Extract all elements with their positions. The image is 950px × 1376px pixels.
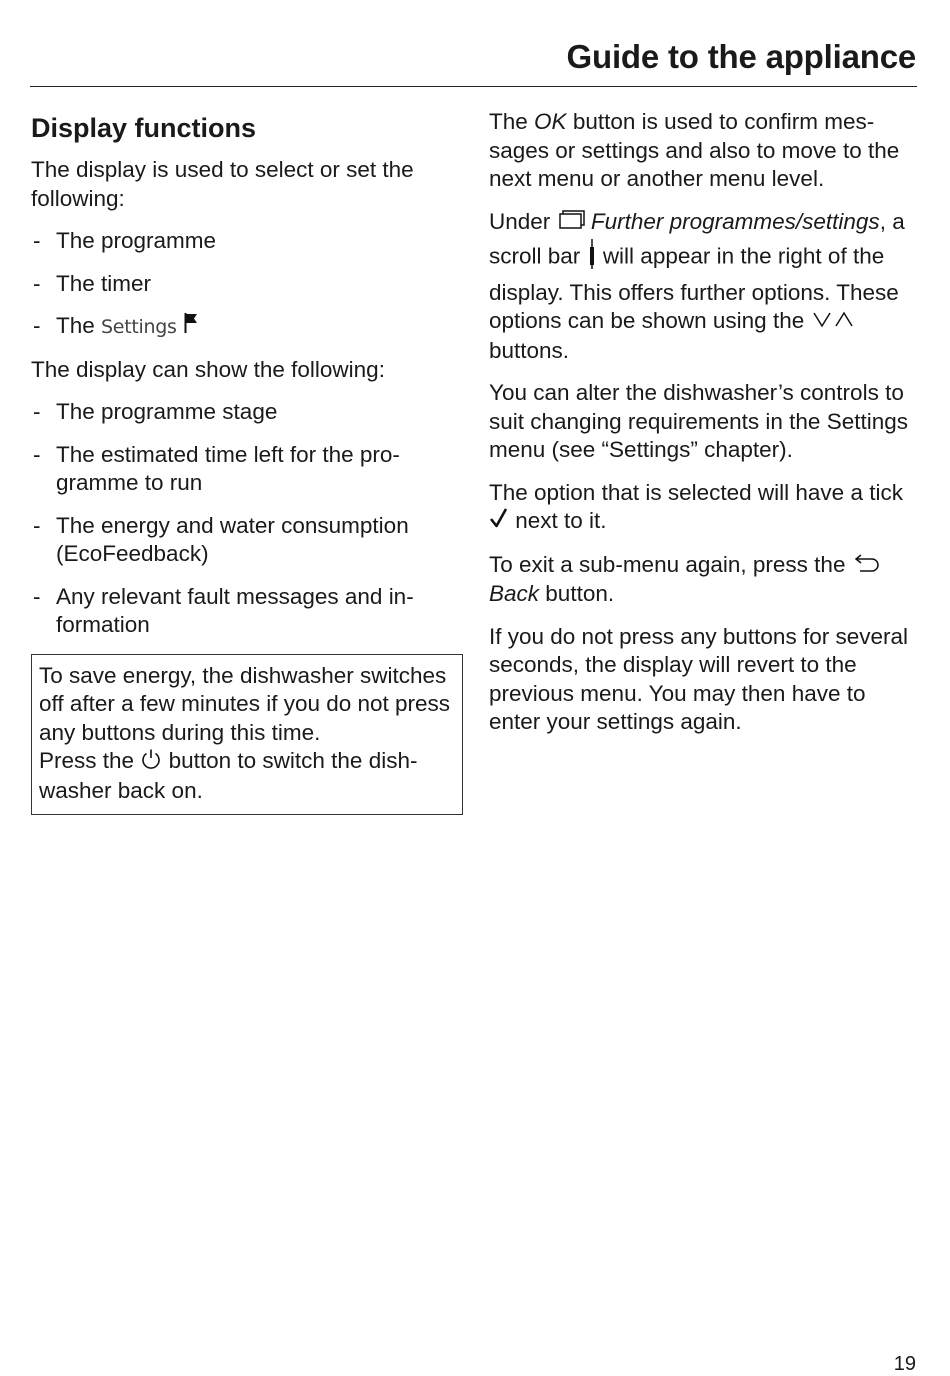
settings-label: Settings [101,316,177,338]
controls-paragraph: You can alter the dishwasher’s controls to suit changing requirements in the Settings menu (see “Settings” chapter). [489,380,908,463]
list-item: - The energy and water consumption (EcoFeedback) [31,512,463,569]
tick-paragraph [489,479,919,537]
text: , [879,208,886,234]
window-icon [557,208,585,238]
list-item: - The timer [31,270,463,299]
text: button. [545,581,615,607]
section-heading: Display functions [31,113,257,143]
intro-show-text: The display can show the following: [31,356,385,382]
list-item: - The programme [31,227,463,256]
ok-label: OK [534,109,567,134]
text: next to it. [515,508,607,534]
settings-prefix: The [56,313,95,338]
ok-button-paragraph [489,108,919,194]
header-divider [30,86,917,87]
text: button is used to confirm messages or settings and also to move to the next menu or another menu level. [489,109,900,191]
note-text-suffix: button to switch the dishwasher back on. [39,748,418,804]
intro-select-text: The display is used to select or set the following: [31,157,414,211]
page-header-title: Guide to the appliance [566,38,916,75]
note-power-text [39,747,454,805]
scroll-bar-icon [587,237,597,279]
energy-note-box [31,654,463,815]
left-column [31,108,463,815]
text: buttons. [489,337,570,363]
text: To exit a sub-menu again, press the [489,551,846,577]
list-item: - The programme stage [31,398,463,427]
show-list [31,398,463,640]
flag-icon [183,312,199,342]
text: The option that is selected will have a tick [489,479,903,505]
list-item: - Any relevant fault messages and information [31,583,463,640]
back-paragraph [489,551,919,609]
up-down-arrows-icon [811,308,855,337]
back-label: Back [489,581,540,607]
timeout-paragraph: If you do not press any buttons for several seconds, the display will revert to the previous menu. You may then have to enter your settings again. [489,623,908,735]
right-column [489,108,919,751]
list-item-settings [31,312,463,342]
note-text: To save energy, the dishwasher switches off after a few minutes if you do not press any buttons during this time. [39,662,451,745]
page-number: 19 [893,1353,916,1375]
further-programmes-label: Further programmes/settings [590,208,880,234]
text: a scroll bar [489,208,905,269]
note-text-prefix: Press the [39,748,135,774]
text: The [489,109,528,134]
text: will appear in the right of the display. This offers further options. These options can be shown using the [489,244,899,334]
text: Under [489,208,551,234]
check-icon [489,507,509,537]
list-item: - The estimated time left for the programme to run [31,441,463,498]
further-programmes-paragraph [489,208,919,366]
back-arrow-icon [852,552,880,581]
select-list [31,227,463,342]
power-icon [140,748,162,778]
